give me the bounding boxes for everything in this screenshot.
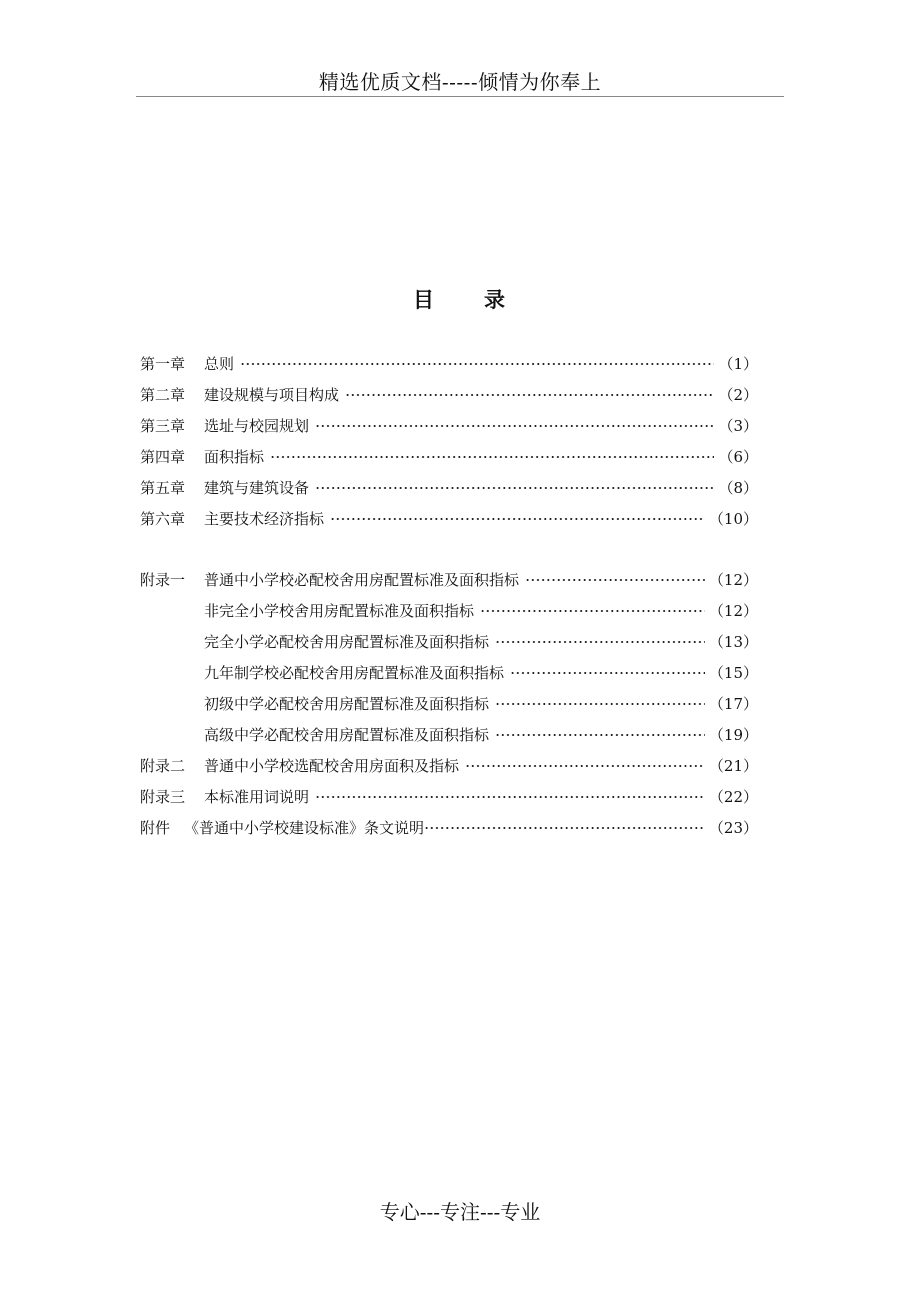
toc-entry-page: （10） [708,509,758,528]
toc-entry-page: （17） [708,694,758,713]
toc-entry-page: （23） [708,818,758,837]
toc-entry[interactable] [140,753,758,777]
toc-entry-text: 主要技术经济指标 [204,509,325,528]
toc-entry-text: 本标准用词说明 [204,787,310,806]
toc-entry-page: （2） [718,385,758,404]
toc-leader-dots [330,518,705,520]
toc-entry-page: （13） [708,632,758,651]
toc-leader-dots [495,734,705,736]
toc-entry[interactable] [140,598,758,622]
toc-entry[interactable] [140,506,758,530]
toc-leader-dots [315,796,705,798]
toc-leader-dots [424,827,705,829]
toc-entry-text: 高级中学必配校舍用房配置标准及面积指标 [204,725,490,744]
toc-entry-text: 普通中小学校选配校舍用房面积及指标 [204,756,460,775]
toc-entry[interactable] [140,567,758,591]
toc-entry[interactable] [140,784,758,808]
toc-entry-text: 《普通中小学校建设标准》条文说明 [184,818,425,837]
toc-entry-page: （12） [708,601,758,620]
header-divider [136,96,784,97]
toc-leader-dots [495,703,705,705]
toc-leader-dots [345,394,714,396]
toc-entry-page: （22） [708,787,758,806]
toc-entry[interactable] [140,815,758,839]
toc-leader-dots [315,487,714,489]
toc-entry-page: （8） [718,478,758,497]
toc-leader-dots [510,672,705,674]
toc-entry[interactable] [140,691,758,715]
toc-leader-dots [315,425,714,427]
toc-entry-text: 普通中小学校必配校舍用房配置标准及面积指标 [204,570,520,589]
page-header: 精选优质文档-----倾情为你奉上 [318,70,602,94]
toc-entry[interactable] [140,382,758,406]
toc-entry-label: 附录三 [140,787,186,806]
toc-leader-dots [525,579,705,581]
toc-entry-label: 第六章 [140,509,186,528]
toc-entry-page: （21） [708,756,758,775]
toc-entry-label: 第三章 [140,416,186,435]
toc-entry-label: 第五章 [140,478,186,497]
toc-entry-label: 第一章 [140,354,186,373]
toc-entry-text: 选址与校园规划 [204,416,310,435]
toc-title [0,284,920,314]
toc-entry-label: 第四章 [140,447,186,466]
toc-entry[interactable] [140,722,758,746]
toc-entry-text: 建设规模与项目构成 [204,385,340,404]
toc-entry-text: 非完全小学校舍用房配置标准及面积指标 [204,601,475,620]
toc-entry-page: （6） [718,447,758,466]
toc-entry[interactable] [140,351,758,375]
toc-leader-dots [465,765,705,767]
toc-entry-label: 附件 [140,818,171,837]
toc-entry-page: （1） [718,354,758,373]
toc-title-left: 目 [413,287,436,312]
toc-entry[interactable] [140,629,758,653]
toc-entry-page: （3） [718,416,758,435]
toc-entry-page: （19） [708,725,758,744]
toc-entry-text: 建筑与建筑设备 [204,478,310,497]
toc-leader-dots [240,363,714,365]
toc-leader-dots [495,641,705,643]
toc-entry-label: 附录二 [140,756,186,775]
toc-entry-label: 第二章 [140,385,186,404]
toc-entry-text: 初级中学必配校舍用房配置标准及面积指标 [204,694,490,713]
toc-title-right: 录 [484,287,507,312]
toc-entry-page: （12） [708,570,758,589]
toc-entry-label: 附录一 [140,570,186,589]
toc-entry[interactable] [140,660,758,684]
toc-entry-text: 九年制学校必配校舍用房配置标准及面积指标 [204,663,505,682]
page-footer: 专心---专注---专业 [379,1200,541,1224]
toc-entry-page: （15） [708,663,758,682]
toc-leader-dots [270,456,714,458]
toc-entry-text: 总则 [204,354,235,373]
toc-leader-dots [480,610,705,612]
toc-entry[interactable] [140,444,758,468]
toc-entry[interactable] [140,475,758,499]
toc-entry[interactable] [140,413,758,437]
toc-entry-text: 完全小学必配校舍用房配置标准及面积指标 [204,632,490,651]
toc-entry-text: 面积指标 [204,447,265,466]
